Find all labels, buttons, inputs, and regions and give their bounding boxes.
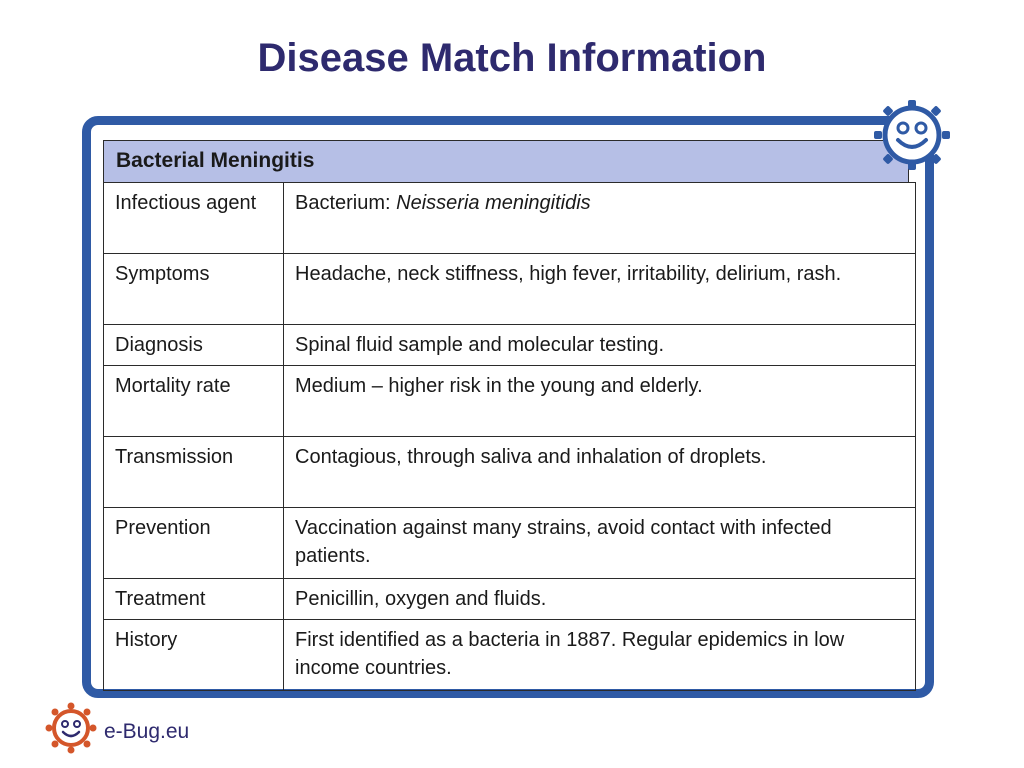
row-label: Infectious agent — [104, 183, 284, 254]
table-row — [104, 183, 916, 254]
row-label: Symptoms — [104, 254, 284, 325]
table-row — [104, 437, 916, 508]
card-heading: Bacterial Meningitis — [116, 149, 315, 172]
value-prefix: Bacterium: — [295, 192, 397, 214]
row-label: Treatment — [104, 579, 284, 620]
row-value: Medium – higher risk in the young and elderly. — [284, 366, 916, 437]
row-label: Diagnosis — [104, 325, 284, 366]
row-label: History — [104, 620, 284, 691]
card-header — [103, 140, 909, 183]
row-label: Transmission — [104, 437, 284, 508]
table-row — [104, 325, 916, 366]
row-value: Vaccination against many strains, avoid contact with infected patients. — [284, 508, 916, 579]
table-row — [104, 620, 916, 691]
table-row — [104, 579, 916, 620]
row-value — [284, 183, 916, 254]
table-row — [104, 366, 916, 437]
microbe-face-icon — [872, 100, 952, 170]
row-value: Penicillin, oxygen and fluids. — [284, 579, 916, 620]
row-value: Spinal fluid sample and molecular testing. — [284, 325, 916, 366]
footer-brand: e-Bug.eu — [104, 720, 190, 743]
value-italic: Neisseria meningitidis — [396, 192, 591, 214]
table-row — [104, 254, 916, 325]
row-label: Mortality rate — [104, 366, 284, 437]
row-label: Prevention — [104, 508, 284, 579]
table-row — [104, 508, 916, 579]
row-value: First identified as a bacteria in 1887. Regular epidemics in low income countries. — [284, 620, 916, 691]
page-title: Disease Match Information — [257, 36, 767, 80]
row-value: Contagious, through saliva and inhalation of droplets. — [284, 437, 916, 508]
ebug-logo-icon — [44, 702, 98, 754]
row-value: Headache, neck stiffness, high fever, irritability, delirium, rash. — [284, 254, 916, 325]
disease-info-table — [103, 182, 916, 691]
